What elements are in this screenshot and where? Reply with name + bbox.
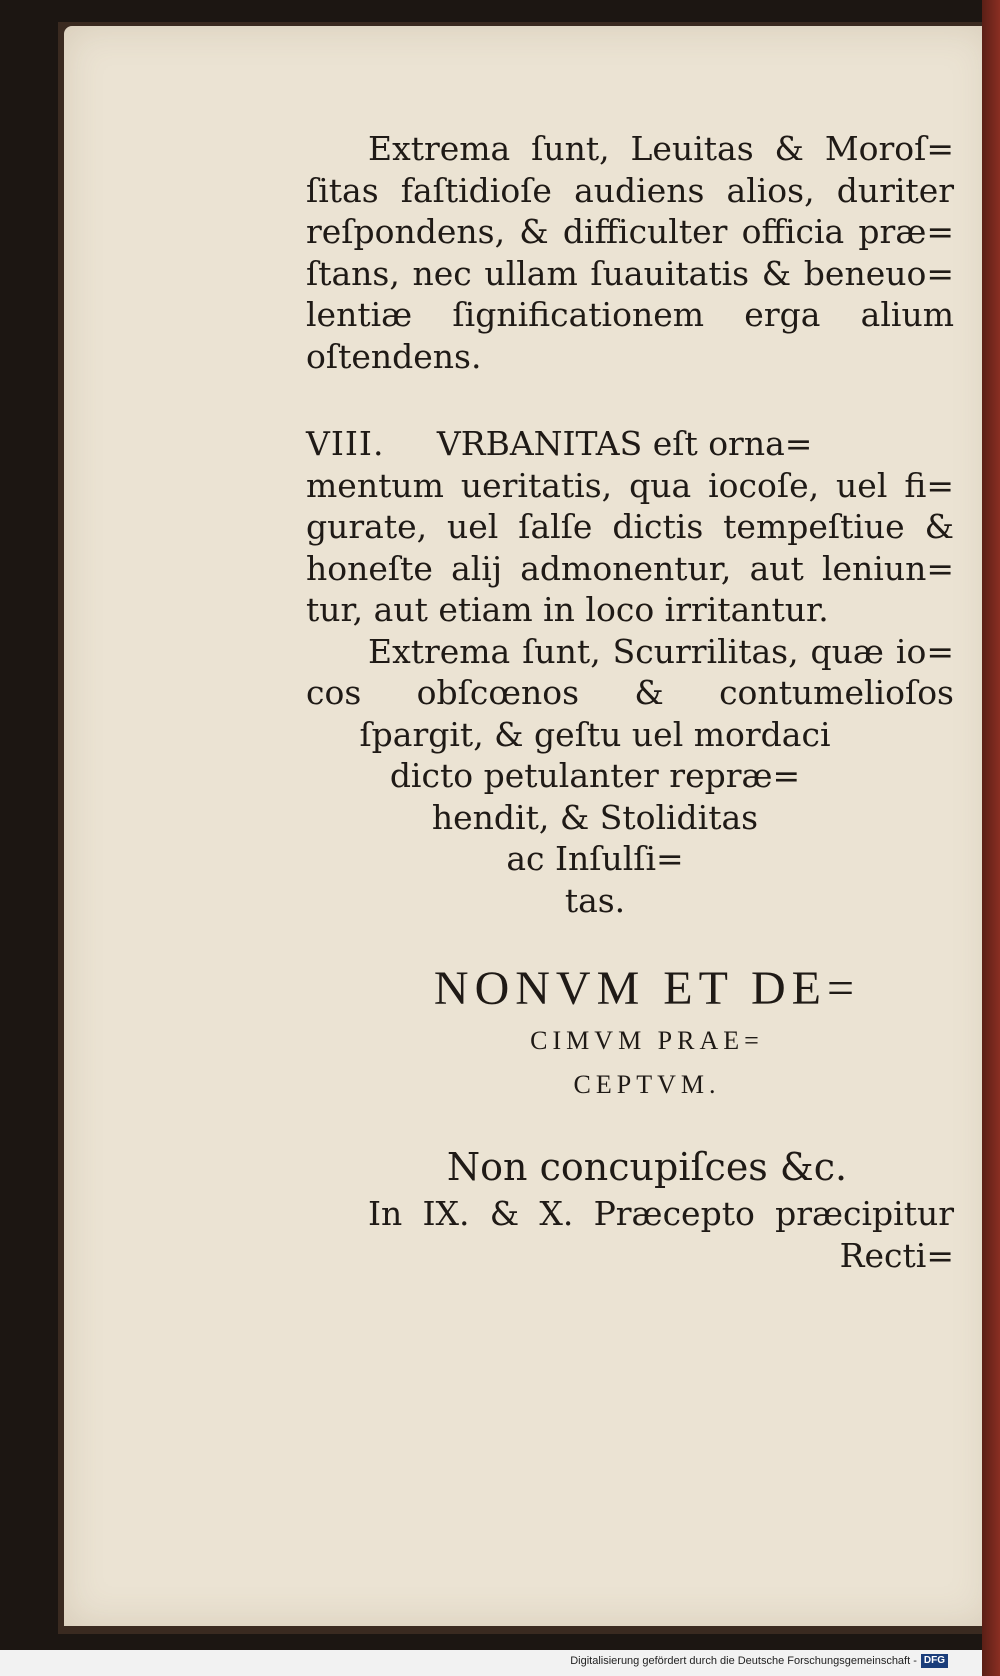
digitization-footer — [0, 1650, 982, 1676]
section-line — [306, 423, 954, 465]
section-subheading: CIMVM PRAE= — [530, 1026, 764, 1055]
section-heading: NONVM ET DE= — [433, 962, 861, 1015]
text-line: reſpondens, & difficulter officia præ= — [306, 212, 954, 251]
section-subheading: CEPTVM. — [573, 1070, 721, 1099]
text-line: ſitas faſtidioſe audiens alios, duriter — [306, 170, 954, 210]
text-line: ſpargit, & geſtu uel mordaci — [359, 714, 831, 754]
text-line: mentum ueritatis, qua iocoſe, uel fi= — [306, 465, 954, 505]
text-line: gurate, uel ſalſe dictis tempeſtiue & — [306, 507, 954, 546]
text-line: tas. — [564, 880, 626, 920]
page-text — [306, 128, 954, 1276]
text-line: oſtendens. — [306, 336, 482, 376]
text-line: Non concupiſces &c. — [446, 1145, 848, 1189]
section-number: VIII. — [306, 424, 385, 463]
text-line: honeſte alij admonentur, aut leniun= — [306, 548, 954, 588]
catchword: Recti= — [839, 1235, 954, 1275]
text-line: VRBANITAS eſt orna= — [436, 424, 813, 463]
text-line: ſtans, nec ullam ſuauitatis & beneuo= — [306, 253, 954, 293]
text-line: tur, aut etiam in loco irritantur. — [306, 590, 829, 629]
book-edge — [982, 0, 1000, 1676]
footer-text: Digitalisierung gefördert durch die Deutsche Forschungsgemeinschaft - — [570, 1655, 917, 1667]
text-line: Extrema ſunt, Scurrilitas, quæ io= — [368, 631, 954, 671]
text-line: cos obſcœnos & contumelioſos — [306, 673, 954, 712]
text-line: dicto petulanter repræ= — [389, 756, 801, 795]
text-line: lentiæ ſignificationem erga alium — [306, 295, 954, 334]
text-line: hendit, & Stoliditas — [431, 797, 759, 837]
text-line: Extrema ſunt, Leuitas & Moroſ= — [368, 129, 954, 168]
text-line: ac Inſulſi= — [506, 839, 684, 878]
dfg-logo: DFG — [921, 1654, 948, 1668]
text-line: In IX. & X. Præcepto præcipitur — [368, 1194, 954, 1233]
